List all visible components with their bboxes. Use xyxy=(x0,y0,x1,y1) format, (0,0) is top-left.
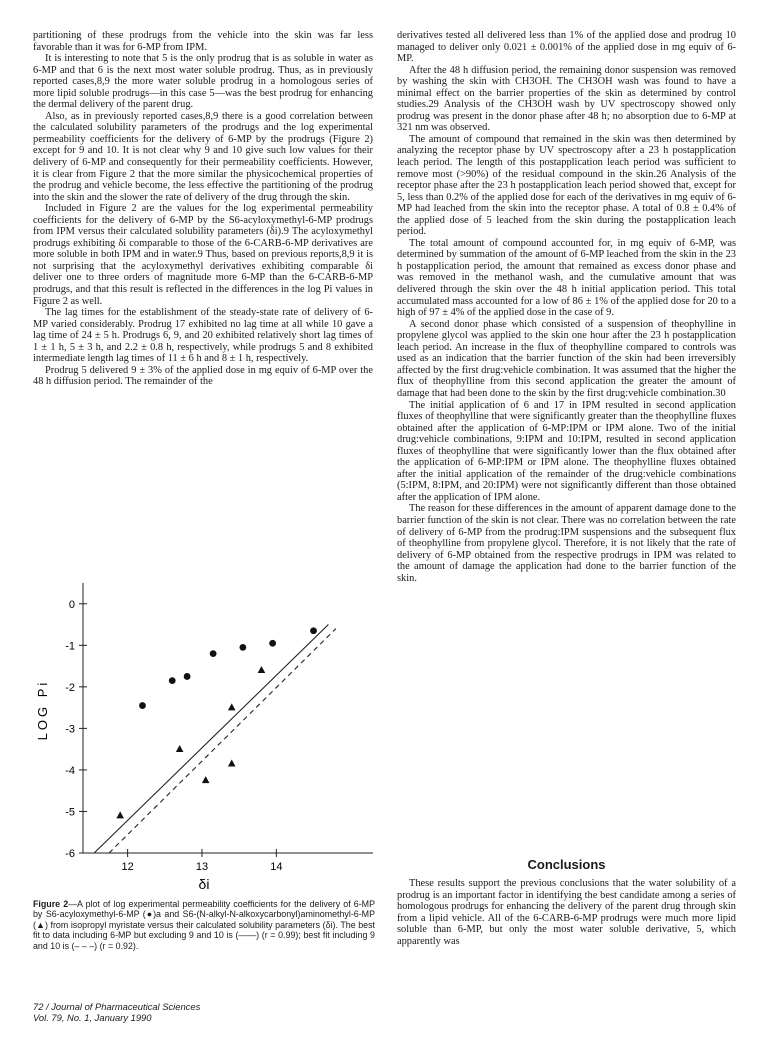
x-tick-label: 13 xyxy=(195,861,209,873)
scatter-chart xyxy=(33,575,383,895)
triangle-data-point xyxy=(116,811,124,818)
y-tick-label: -3 xyxy=(65,723,75,736)
y-tick-label: -1 xyxy=(65,640,75,653)
paragraph: partitioning of these prodrugs from the vehicle into the skin was far less favorable than it was for 6-MP from IPM. xyxy=(33,30,373,53)
y-tick-label: -4 xyxy=(65,764,75,777)
footer-journal: 72 / Journal of Pharmaceutical Sciences xyxy=(33,1001,201,1012)
triangle-data-point xyxy=(228,703,236,710)
y-tick-label: -2 xyxy=(65,681,75,694)
circle-data-point xyxy=(210,650,217,657)
y-tick-label: 0 xyxy=(68,598,75,611)
paragraph: Prodrug 5 delivered 9 ± 3% of the applied dose in mg equiv of 6-MP over the 48 h diffusion period. The remainder of the xyxy=(33,364,373,388)
paragraph: The initial application of 6 and 17 in IPM resulted in second application fluxes of theophylline that were significantly greater than the theophylline fluxes obtained after the application of 6-MP:IPM or IPM alone. Two of the initial drug:vehicle combinations, 9:IPM and 10:IPM, resulted in second application fluxes of theophylline that were significantly lower than the flux obtained after the application of 6-MP:IPM or IPM alone. The theophylline fluxes obtained after the initial application of the remainder of the drug:vehicle combinations (5:IPM, 8:IPM, and 20:IPM) were not significantly different than those obtained after the application of IPM alone. xyxy=(397,399,736,503)
paragraph: Included in Figure 2 are the values for the log experimental permeability coefficients for the delivery of 6-MP by the S6-acyloxymethyl-6-MP prodrugs from IPM versus their calculated solubility parameters (δi).9 The acyloxymethyl prodrugs exhibiting δi comparable to those of the 6-CARB-6-MP derivatives are more soluble in both IPM and in water.9 Thus, based on previous reports,8,9 it is not surprising that the acyloxymethyl derivatives exhibiting comparable δi deliver one to three orders of magnitude more 6-MP than the 6-CARB-6-MP prodrugs, and that this result is reflected in the differences in the log Pi values in Figure 2 as well. xyxy=(33,203,373,307)
paragraph: After the 48 h diffusion period, the remaining donor suspension was removed by washing the skin with CH3OH. The CH3OH wash was found to have a minimal effect on the barrier properties of the skin as determined by control studies.29 Analysis of the CH3OH wash by UV spectroscopy showed only prodrug was present in the donor phase after 48 h; no absorption due to 6-MP at 321 nm was observed. xyxy=(397,64,736,134)
x-tick-label: 12 xyxy=(121,861,134,873)
x-axis-label: δi xyxy=(198,876,210,892)
y-axis-label: LOG Pi xyxy=(35,679,50,741)
solid-fit-line xyxy=(94,625,328,853)
caption-label: Figure 2 xyxy=(33,899,69,909)
y-tick-label: -6 xyxy=(65,848,75,860)
circle-data-point xyxy=(169,677,176,684)
circle-data-point xyxy=(139,702,146,709)
triangle-data-point xyxy=(176,745,184,752)
left-column-text xyxy=(33,30,373,388)
paragraph: The lag times for the establishment of the steady-state rate of delivery of 6-MP varied considerably. Prodrug 17 exhibited no lag time at all while 10 gave a lag time of 24 ± 5 h. Prodrugs 6, 9, and 20 exhibited relatively short lag times of 1 ± 1 h, 5 ± 3 h, and 2.2 ± 0.8 h, respectively, while prodrugs 5 and 8 exhibited intermediate length lag times of 11 ± 6 h and 8 ± 1 h, respectively. xyxy=(33,307,373,365)
conclusions-text xyxy=(397,878,736,947)
circle-data-point xyxy=(239,644,246,651)
circle-data-point xyxy=(184,673,191,680)
data-points xyxy=(116,627,317,818)
triangle-data-point xyxy=(202,776,210,783)
caption-text: —A plot of log experimental permeability coefficients for the delivery of 6-MP by S6-acyloxymethyl-6-MP (●)a and S6-(N-alkyl-N-alkoxycarbonyl)aminomethyl-6-MP (▲) from isopropyl myristate versus their calculated solubility parameters (δi). The best fit to data including 6-MP but excluding 9 and 10 is (——) (r = 0.99); best fit including 9 and 10 is (– – –) (r = 0.92). xyxy=(33,899,375,951)
circle-data-point xyxy=(310,627,317,634)
fit-lines xyxy=(94,625,336,853)
circle-data-point xyxy=(269,640,276,647)
paragraph: A second donor phase which consisted of a suspension of theophylline in propylene glycol was applied to the skin one hour after the 23 h postapplication leach period. An increase in the flux of theophylline compared to controls was used as an indication that the barrier function of the skin had been irreversibly affected by the first drug:vehicle combination. It was assumed that the higher the flux of theophylline from this second application the greater the amount of damage that had been done to the skin by the first drug:vehicle combination.30 xyxy=(397,318,736,399)
paragraph: It is interesting to note that 5 is the only prodrug that is as soluble in water as 6-MP and that 6 is the next most water soluble prodrug. Thus, as in previously reported cases,8,9 the more water soluble prodrug in a homologous series of more lipid soluble prodrugs—in this case 5—was the best prodrug for enhancing the dermal delivery of the parent drug. xyxy=(33,53,373,111)
paragraph: The amount of compound that remained in the skin was then determined by analyzing the receptor phase by UV spectroscopy after a 23 h postapplication leach period. The length of this postapplication leach period was sufficient to remove most (>90%) of the residual compound in the skin.26 Analysis of the receptor phase after the 23 h postapplication leach period showed that, except for 5, less than 0.2% of the applied dose for each of the derivatives in mg equiv of 6-MP had leached from the skin into the receptor phase. A total of 0.8 ± 0.4% of the applied dose of 5 leached from the skin during the postapplication leach period. xyxy=(397,133,736,238)
paragraph: The reason for these differences in the amount of apparent damage done to the barrier function of the skin is not clear. There was no correlation between the rate of delivery of 6-MP from the prodrug:IPM suspensions and the subsequent flux of theophylline from propylene glycol. Therefore, it is not likely that the rate of delivery of 6-MP obtained from the respective prodrugs in IPM was related to the amount of damage the application had done to the barrier function of the skin. xyxy=(397,503,736,584)
dashed-fit-line xyxy=(109,629,336,853)
y-tick-label: -5 xyxy=(65,806,75,819)
section-heading-conclusions: Conclusions xyxy=(527,857,606,872)
page-footer xyxy=(33,1001,200,1023)
footer-volume: Vol. 79, No. 1, January 1990 xyxy=(33,1012,152,1023)
paragraph: The total amount of compound accounted for, in mg equiv of 6-MP, was determined by summation of the amount of 6-MP leached from the skin in the 23 h postapplication period, the amount that remained as excess donor phase and was removed in the methanol wash, and the cumulative amount that was delivered through the skin over the 48 h initial application period. This total accumulated mass accounted for a low of 86 ± 1% of the applied dose for 20 to a high of 97 ± 4% of the applied dose in the case of 9. xyxy=(397,237,736,319)
paragraph: derivatives tested all delivered less than 1% of the applied dose and prodrug 10 managed to deliver only 0.021 ± 0.001% of the applied dose in mg equiv of 6-MP. xyxy=(397,30,736,65)
figure-2 xyxy=(33,575,383,895)
figure-caption xyxy=(33,899,375,951)
right-column-text xyxy=(397,30,736,584)
triangle-data-point xyxy=(228,759,236,766)
paragraph: Also, as in previously reported cases,8,9 there is a good correlation between the calculated solubility parameters of the prodrugs and the log experimental permeability coefficients for the delivery of 6-MP by the prodrugs (Figure 2) except for 9 and 10. It is not clear why 9 and 10 give such low values for their delivery of 6-MP and consequently for their permeability coefficients. However, it is clear from Figure 2 that the more similar the physicochemical properties of the prodrug and vehicle become, the less effective the partitioning of the prodrug into the skin and the slower the rate of delivery of the drug through the skin. xyxy=(33,110,373,203)
x-tick-label: 14 xyxy=(270,861,283,873)
paragraph: These results support the previous conclusions that the water solubility of a prodrug is an important factor in identifying the best candidate among a series of homologous prodrugs for enhancing the delivery of the parent drug through skin from a lipid vehicle. All of the 6-CARB-6-MP prodrugs were much more lipid soluble than 6-MP, but only the most water soluble derivative, 5, which apparently was xyxy=(397,878,736,947)
triangle-data-point xyxy=(258,666,266,673)
